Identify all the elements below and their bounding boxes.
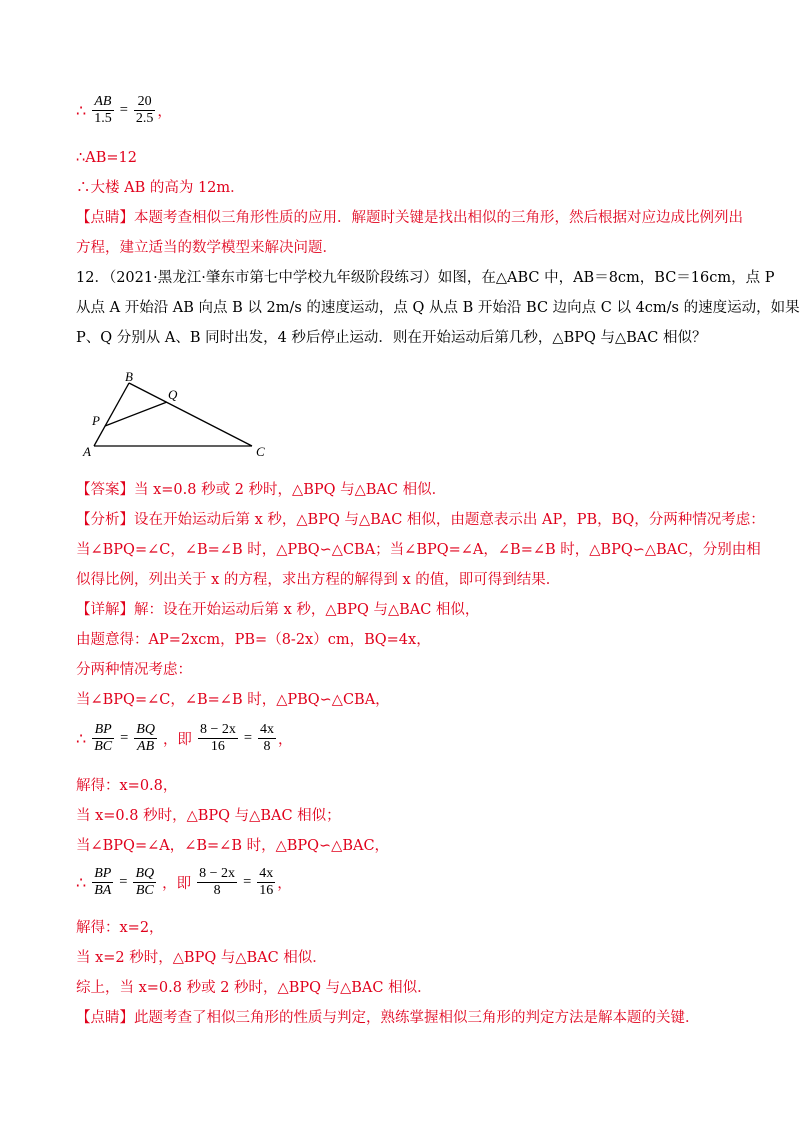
dianjing-line-2: 方程，建立适当的数学模型来解决问题． — [76, 240, 337, 256]
fraction-bp-ba: $\frac{BP}{BA}$ — [94, 866, 112, 898]
solve-1-line: 解得：x=0.8， — [76, 778, 178, 794]
solve-2-line: 解得：x=2， — [76, 920, 164, 936]
analysis-line-1: 【分析】设在开始运动后第 x 秒，△BPQ 与△BAC 相似，由题意表示出 AP，PB，BQ，分两种情况考虑： — [76, 512, 765, 528]
equals-sign: = — [120, 730, 129, 746]
answer-line: 【答案】当 x=0.8 秒或 2 秒时，△BPQ 与△BAC 相似． — [76, 482, 447, 498]
result-2-line: 当 x=2 秒时，△BPQ 与△BAC 相似． — [76, 950, 327, 966]
ji-text: ，即 — [162, 876, 192, 892]
ab-value-line: ∴AB=12 — [76, 150, 137, 166]
equals-sign: = — [243, 874, 252, 890]
comma: ， — [277, 876, 292, 892]
result-1-line: 当 x=0.8 秒时，△BPQ 与△BAC 相似； — [76, 808, 341, 824]
case-1-line: 当∠BPQ=∠C，∠B=∠B 时，△PBQ∽△CBA， — [76, 692, 390, 708]
fraction-8-minus-2x-over-8: $\frac{8 - 2x}{8}$ — [199, 866, 236, 898]
fraction-8-minus-2x-over-16: $\frac{8 - 2x}{16}$ — [199, 722, 236, 754]
two-cases-line: 分两种情况考虑： — [76, 662, 192, 678]
fraction-4x-over-8: $\frac{4x}{8}$ — [260, 722, 275, 754]
ji-text: ，即 — [162, 732, 192, 748]
comma: ， — [278, 732, 293, 748]
label-a: A — [83, 444, 91, 459]
fraction-bq-bc: $\frac{BQ}{BC}$ — [135, 866, 155, 898]
final-dianjing-line: 【点睛】此题考查了相似三角形的性质与判定，熟练掌握相似三角形的判定方法是解本题的关键． — [76, 1010, 700, 1026]
fraction-20-over-2-5: $\frac{20}{2.5}$ — [135, 94, 154, 126]
comma: ， — [157, 104, 172, 120]
fraction-bq-ab: $\frac{BQ}{AB}$ — [136, 722, 155, 754]
segment-pq — [105, 402, 167, 426]
therefore-symbol: ∴ — [76, 101, 87, 120]
equation-ab-ratio — [76, 94, 172, 127]
segment-bc — [129, 383, 252, 446]
equation-case-1 — [76, 722, 293, 755]
fraction-bp-bc: $\frac{BP}{BC}$ — [94, 722, 113, 754]
problem-line-3: P、Q 分别从 A、B 同时出发，4 秒后停止运动．则在开始运动后第几秒，△BPQ 与△BAC 相似？ — [76, 330, 707, 346]
equals-sign: = — [119, 102, 128, 118]
equals-sign: = — [119, 874, 128, 890]
detail-line: 【详解】解：设在开始运动后第 x 秒，△BPQ 与△BAC 相似， — [76, 602, 480, 618]
therefore-symbol: ∴ — [76, 873, 87, 892]
equals-sign: = — [243, 730, 253, 746]
fraction-4x-over-16: $\frac{4x}{16}$ — [259, 866, 274, 898]
therefore-symbol: ∴ — [76, 729, 87, 748]
triangle-figure — [80, 368, 280, 468]
fraction-ab-over-1-5: $\frac{AB}{1.5}$ — [94, 94, 112, 126]
analysis-line-3: 似得比例，列出关于 x 的方程，求出方程的解得到 x 的值，即可得到结果． — [76, 572, 561, 588]
dianjing-line-1: 【点睛】本题考查相似三角形性质的应用．解题时关键是找出相似的三角形，然后根据对应边成比例列出 — [76, 210, 743, 226]
given-line: 由题意得：AP=2xcm，PB=（8-2x）cm，BQ=4x， — [76, 632, 431, 648]
problem-line-1: 12．（2021·黑龙江·肇东市第七中学校九年级阶段练习）如图，在△ABC 中，AB＝8cm，BC＝16cm，点 P — [76, 270, 775, 286]
conclusion-line: ∴大楼 AB 的高为 12m． — [76, 180, 245, 196]
label-q: Q — [168, 387, 178, 402]
equation-case-2 — [76, 866, 292, 899]
analysis-line-2: 当∠BPQ=∠C，∠B=∠B 时，△PBQ∽△CBA；当∠BPQ=∠A，∠B=∠B 时，△BPQ∽△BAC，分别由相 — [76, 542, 761, 558]
summary-line: 综上，当 x=0.8 秒或 2 秒时，△BPQ 与△BAC 相似． — [76, 980, 432, 996]
label-p: P — [92, 413, 100, 428]
problem-line-2: 从点 A 开始沿 AB 向点 B 以 2m/s 的速度运动，点 Q 从点 B 开始沿 BC 边向点 C 以 4cm/s 的速度运动，如果 — [76, 300, 800, 316]
case-2-line: 当∠BPQ=∠A，∠B=∠B 时，△BPQ∽△BAC， — [76, 838, 390, 854]
label-c: C — [256, 444, 265, 459]
label-b: B — [125, 369, 133, 384]
